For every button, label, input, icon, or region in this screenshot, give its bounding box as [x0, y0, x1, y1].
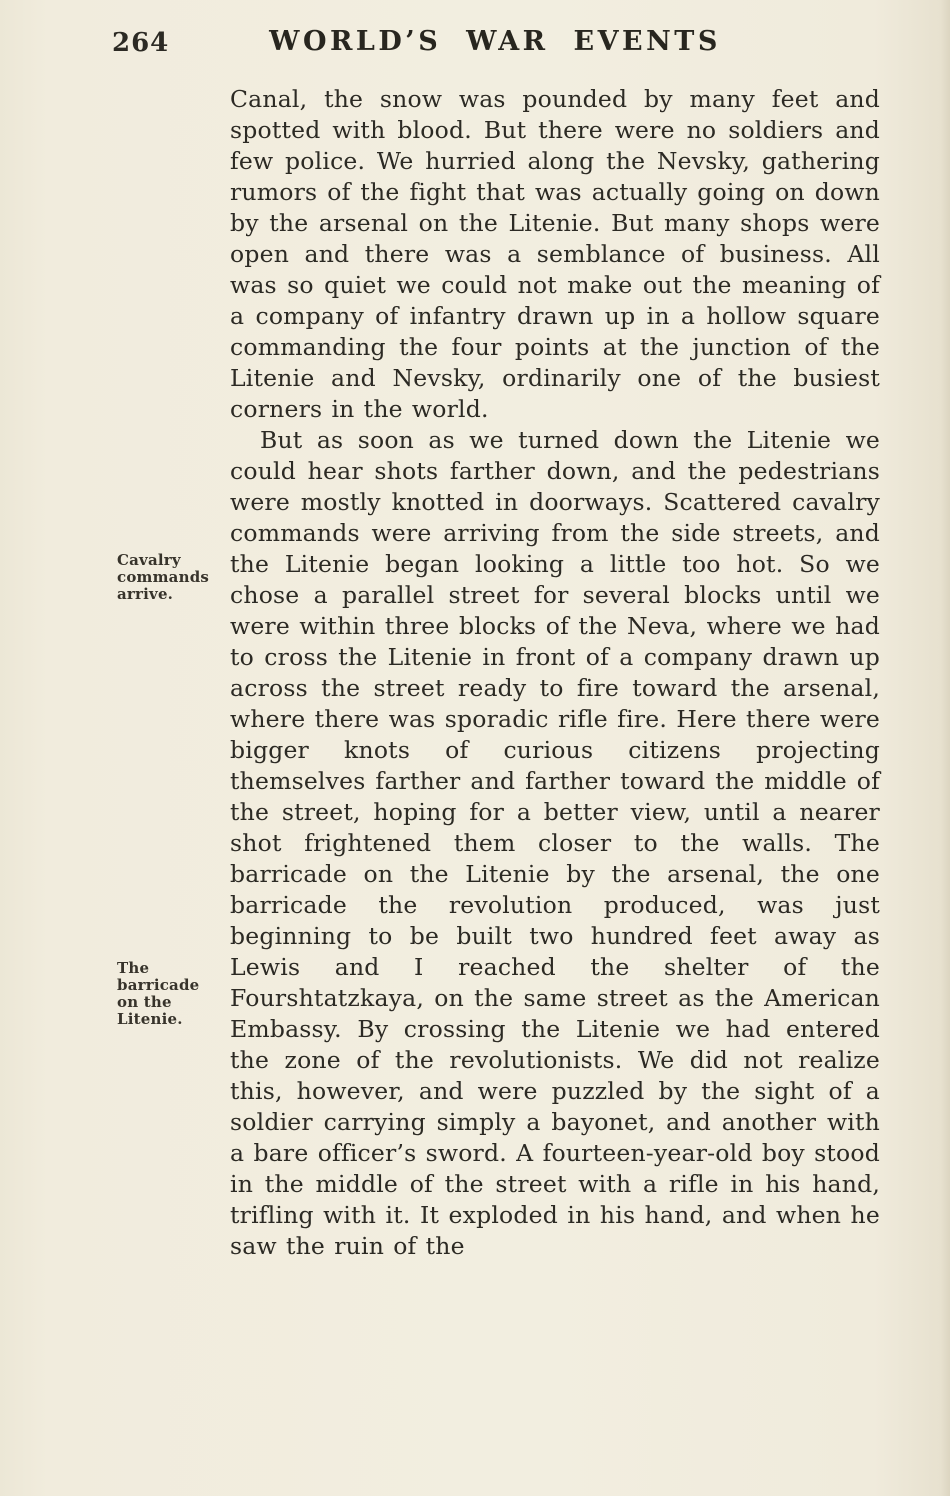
page-title: WORLD’S WAR EVENTS	[269, 26, 721, 57]
paragraph-turned-down-litenie: But as soon as we turned down the Litenie we could hear shots farther down, and the pedestrians were mostly knotted in doorways. Scattered cavalry commands were arriving from the side streets, and the Litenie began looking a little too hot. So we chose a parallel street for several blocks until we were within three blocks of the Neva, where we had to cross the Litenie in front of a company drawn up across the street ready to fire toward the arsenal, where there was sporadic rifle fire. Here there were bigger knots of curious citizens projecting themselves farther and farther toward the middle of the street, hoping for a better view, until a nearer shot frightened them closer to the walls. The barricade on the Litenie by the arsenal, the one barricade the revolution produced, was just beginning to be built two hundred feet away as Lewis and I reached the shelter of the Fourshtatzkaya, on the same street as the American Embassy. By crossing the Litenie we had entered the zone of the revolutionists. We did not realize this, however, and were puzzled by the sight of a soldier carrying simply a bayonet, and another with a bare officer’s sword. A fourteen-year-old boy stood in the middle of the street with a rifle in his hand, trifling with it. It exploded in his hand, and when he saw the ruin of the	[230, 426, 880, 1260]
text-column	[230, 84, 880, 1262]
page-header	[0, 26, 950, 66]
paragraph-canal-snow: Canal, the snow was pounded by many feet and spotted with blood. But there were no soldiers and few police. We hurried along the Nevsky, gathering rumors of the fight that was actually going on down by the arsenal on the Litenie. But many shops were open and there was a semblance of business. All was so quiet we could not make out the meaning of a company of infantry drawn up in a hollow square commanding the four points at the junction of the Litenie and Nevsky, ordinarily one of the busiest corners in the world.	[230, 85, 880, 423]
page-number: 264	[112, 28, 170, 58]
sidenote-barricade-litenie: The barricade on the Litenie.	[117, 959, 200, 1028]
sidenote-cavalry-commands: Cavalry commands arrive.	[117, 551, 210, 603]
page-body	[0, 84, 950, 1496]
